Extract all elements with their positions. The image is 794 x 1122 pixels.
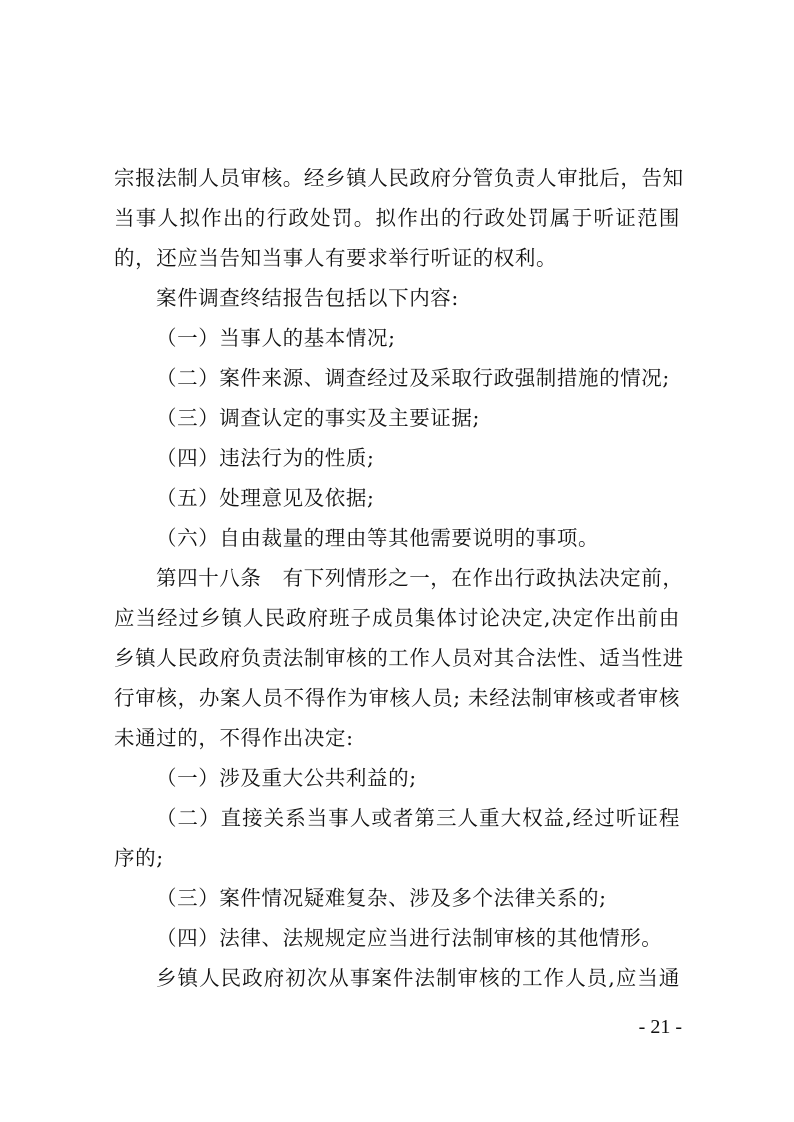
list-item: （五）处理意见及依据; bbox=[156, 486, 375, 510]
list-item: （一）涉及重大公共利益的; bbox=[156, 766, 417, 790]
paragraph-line: 应当经过乡镇人民政府班子成员集体讨论决定,决定作出前由 bbox=[114, 606, 680, 630]
paragraph-line: 乡镇人民政府负责法制审核的工作人员对其合法性、适当性进 bbox=[114, 646, 684, 670]
paragraph-line: 案件调查终结报告包括以下内容: bbox=[156, 286, 459, 310]
list-item: （四）违法行为的性质; bbox=[156, 446, 375, 470]
list-item: （二）案件来源、调查经过及采取行政强制措施的情况; bbox=[156, 366, 670, 390]
list-item: （四）法律、法规规定应当进行法制审核的其他情形。 bbox=[156, 926, 663, 950]
list-item: （六）自由裁量的理由等其他需要说明的事项。 bbox=[156, 526, 600, 550]
page-number: - 21 - bbox=[638, 1016, 682, 1038]
list-item: （二）直接关系当事人或者第三人重大权益,经过听证程 bbox=[156, 806, 680, 830]
paragraph-line: 当事人拟作出的行政处罚。拟作出的行政处罚属于听证范围 bbox=[114, 206, 680, 230]
paragraph-line: 宗报法制人员审核。经乡镇人民政府分管负责人审批后，告知 bbox=[114, 166, 684, 190]
list-item-continuation: 序的; bbox=[114, 846, 164, 870]
paragraph-line: 行审核，办案人员不得作为审核人员; 未经法制审核或者审核 bbox=[114, 686, 680, 710]
list-item: （一）当事人的基本情况; bbox=[156, 326, 396, 350]
paragraph-line: 的，还应当告知当事人有要求举行听证的权利。 bbox=[114, 246, 558, 270]
list-item: （三）调查认定的事实及主要证据; bbox=[156, 406, 481, 430]
list-item: （三）案件情况疑难复杂、涉及多个法律关系的; bbox=[156, 886, 607, 910]
paragraph-line: 乡镇人民政府初次从事案件法制审核的工作人员,应当通 bbox=[156, 966, 680, 990]
article-heading-line: 第四十八条 有下列情形之一，在作出行政执法决定前， bbox=[156, 566, 684, 590]
paragraph-line: 未通过的，不得作出决定: bbox=[114, 726, 354, 750]
